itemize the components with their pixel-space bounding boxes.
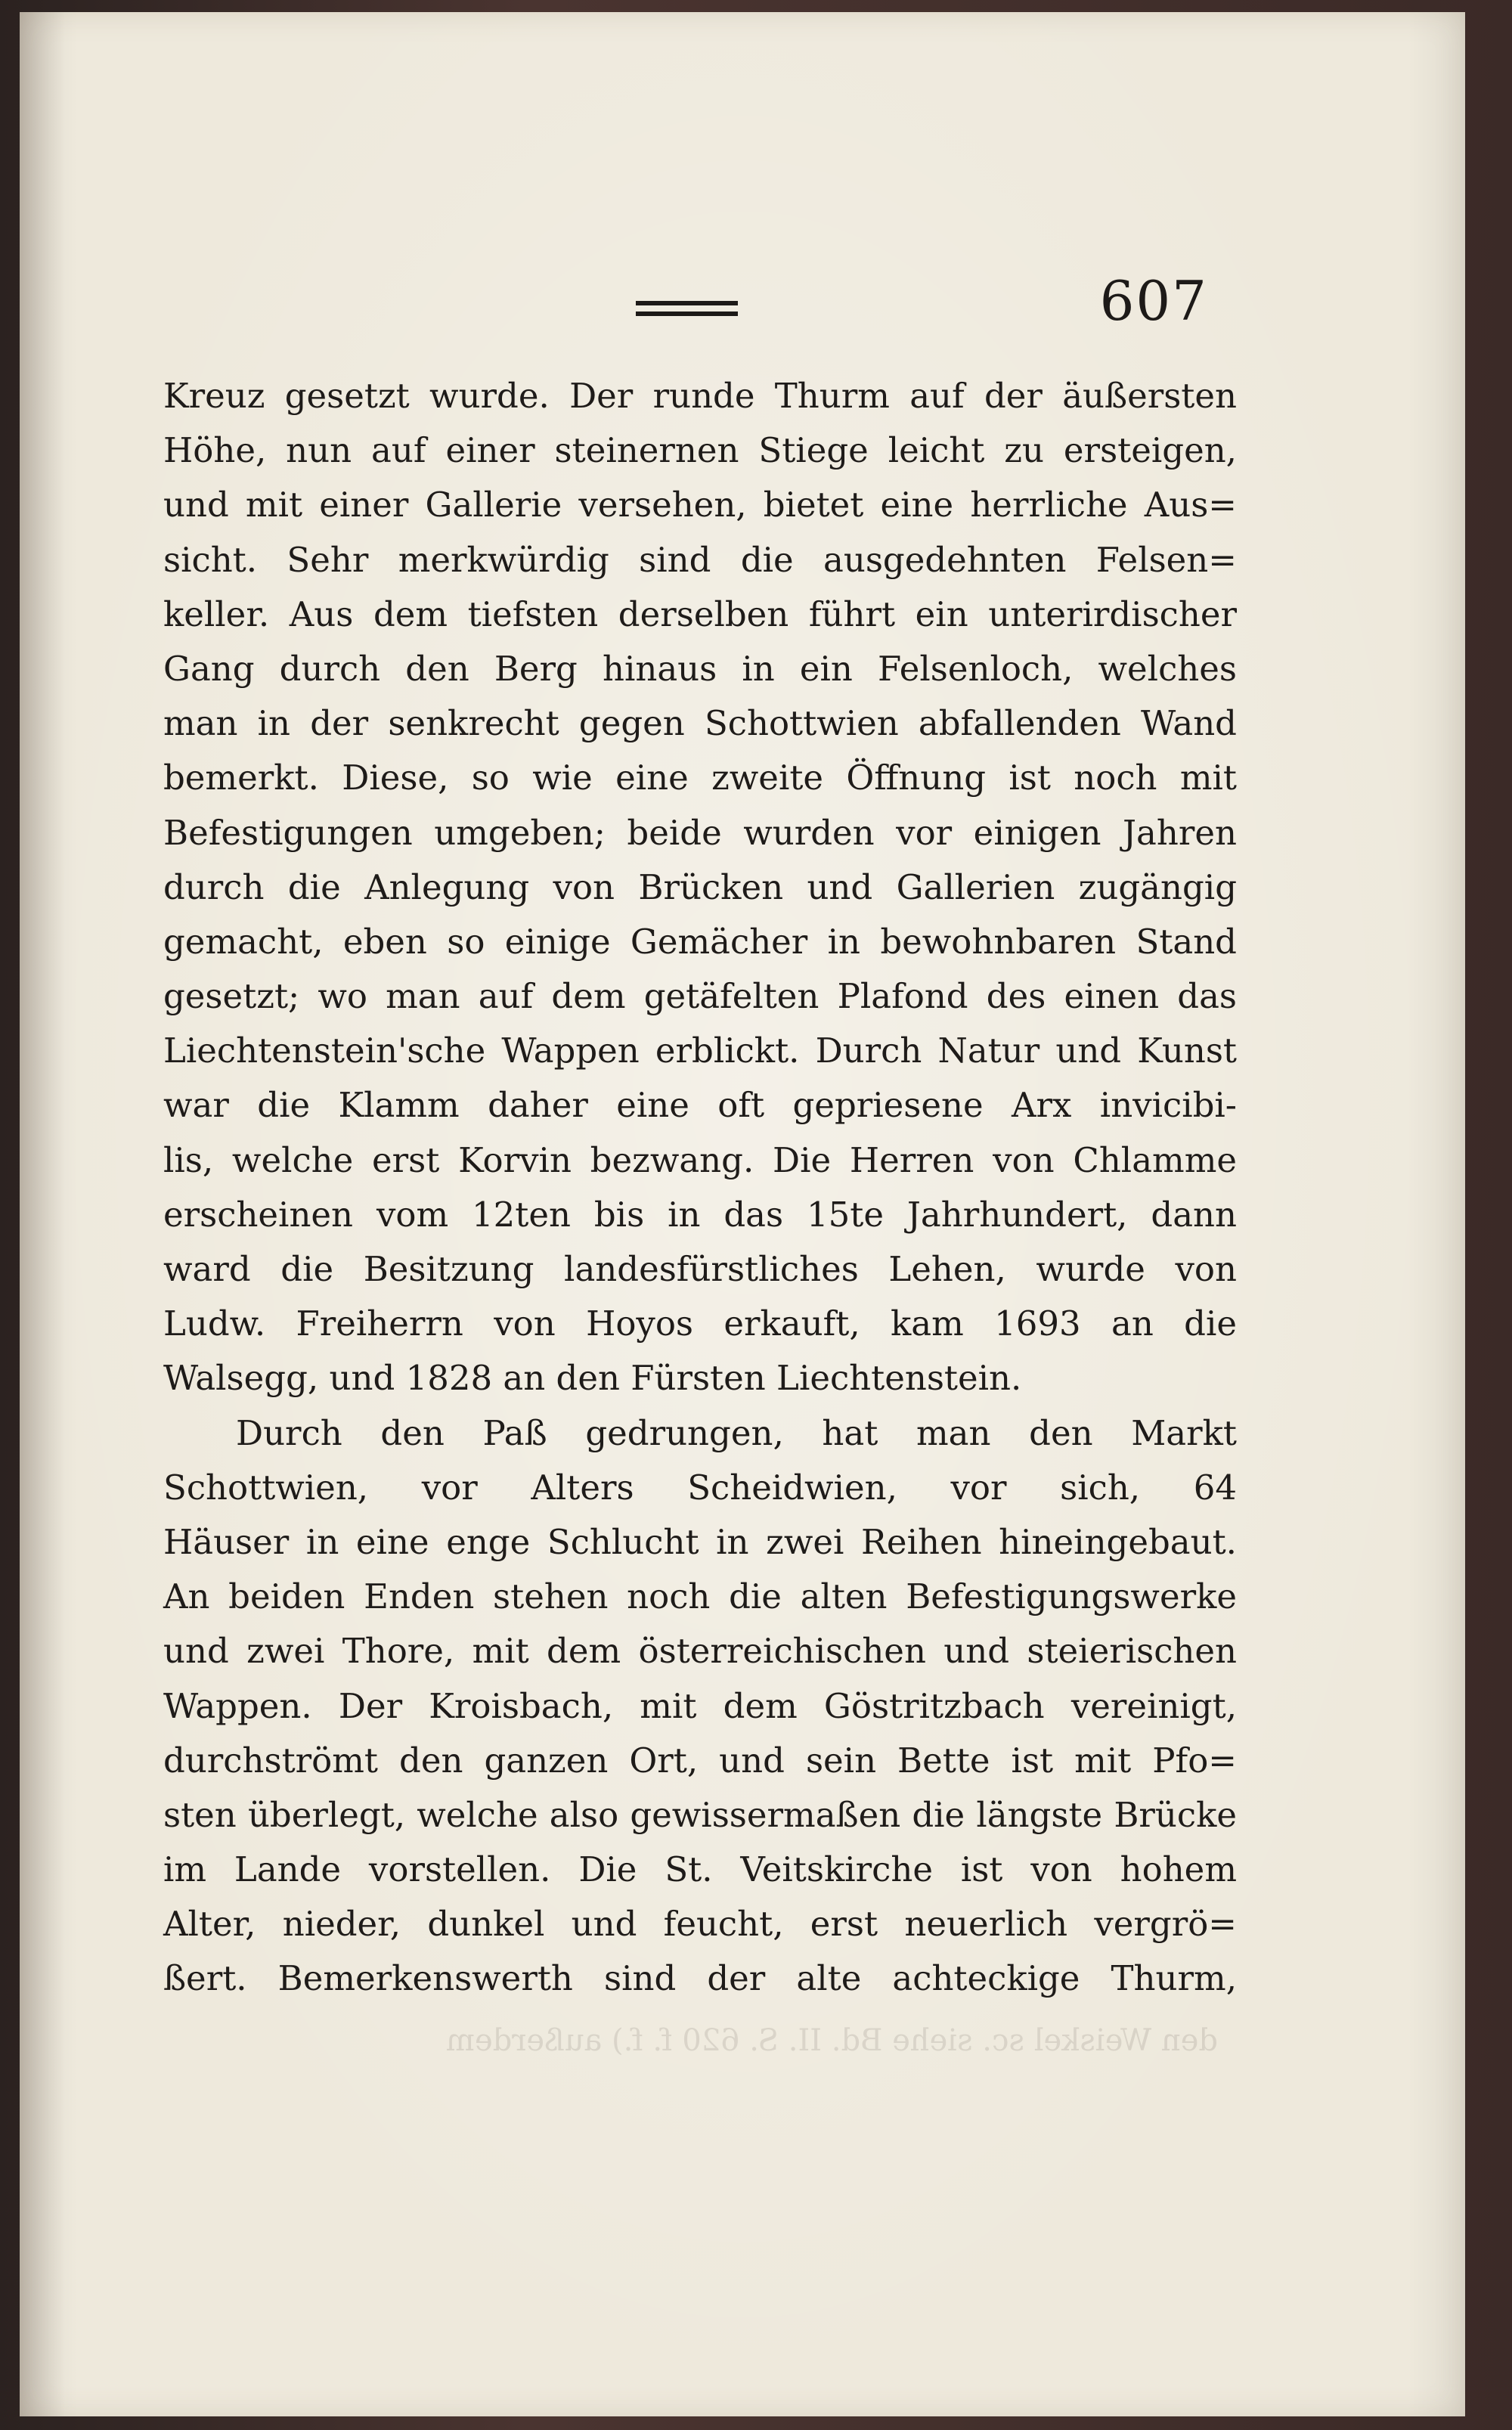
text-line: ßert. Bemerkenswerth sind der alte achteckige Thurm, xyxy=(163,1958,1237,1999)
paragraph-2 xyxy=(163,1406,1237,2007)
text-line: Kreuz gesetzt wurde. Der runde Thurm auf der äußersten xyxy=(163,376,1237,416)
page-header xyxy=(163,269,1208,352)
text-line: durch die Anlegung von Brücken und Gallerien zugängig xyxy=(163,866,1237,907)
text-line: Ludw. Freiherrn von Hoyos erkauft, kam 1693 an die xyxy=(163,1303,1237,1344)
text-line: Durch den Paß gedrungen, hat man den Markt xyxy=(236,1412,1237,1453)
text-line: Höhe, nun auf einer steinernen Stiege leicht zu ersteigen, xyxy=(163,430,1237,471)
text-line: sten überlegt, welche also gewissermaßen die längste Brücke xyxy=(163,1794,1237,1835)
paragraph-1 xyxy=(163,369,1237,1406)
text-line: Schottwien, vor Alters Scheidwien, vor sich, 64 xyxy=(163,1467,1237,1508)
bleed-through-text: den Weiskel sc. siehe Bd. II. S. 620 f. f.) außerdem xyxy=(446,2023,1218,2058)
text-line: war die Klamm daher eine oft gepriesene Arx invicibi- xyxy=(163,1085,1237,1126)
text-line: gemacht, eben so einige Gemächer in bewohnbaren Stand xyxy=(163,921,1237,962)
text-line: gesetzt; wo man auf dem getäfelten Plafond des einen das xyxy=(163,976,1237,1017)
text-line: man in der senkrecht gegen Schottwien abfallenden Wand xyxy=(163,703,1237,744)
text-line: ward die Besitzung landesfürstliches Lehen, wurde von xyxy=(163,1249,1237,1289)
text-line: sicht. Sehr merkwürdig sind die ausgedehnten Felsen= xyxy=(163,539,1237,580)
header-double-rule xyxy=(636,301,738,318)
text-line: Häuser in eine enge Schlucht in zwei Reihen hineingebaut. xyxy=(163,1521,1237,1562)
page-number: 607 xyxy=(1099,269,1208,333)
body-text xyxy=(163,369,1237,2007)
text-line: Wappen. Der Kroisbach, mit dem Göstritzbach vereinigt, xyxy=(163,1685,1237,1726)
text-line: Liechtenstein'sche Wappen erblickt. Durch Natur und Kunst xyxy=(163,1031,1237,1071)
text-line: im Lande vorstellen. Die St. Veitskirche ist von hohem xyxy=(163,1849,1237,1890)
text-line: Gang durch den Berg hinaus in ein Felsenloch, welches xyxy=(163,648,1237,689)
text-line: bemerkt. Diese, so wie eine zweite Öffnung ist noch mit xyxy=(163,758,1237,798)
text-line: erscheinen vom 12ten bis in das 15te Jahrhundert, dann xyxy=(163,1194,1237,1235)
gutter-shadow xyxy=(20,12,65,2416)
text-line: und zwei Thore, mit dem österreichischen und steierischen xyxy=(163,1631,1237,1672)
text-line: An beiden Enden stehen noch die alten Befestigungswerke xyxy=(163,1576,1237,1617)
text-line: durchströmt den ganzen Ort, und sein Bette ist mit Pfo= xyxy=(163,1740,1237,1781)
text-line: und mit einer Gallerie versehen, bietet eine herrliche Aus= xyxy=(163,485,1237,525)
text-line: lis, welche erst Korvin bezwang. Die Herren von Chlamme xyxy=(163,1139,1237,1180)
text-line: Befestigungen umgeben; beide wurden vor einigen Jahren xyxy=(163,812,1237,853)
text-line: keller. Aus dem tiefsten derselben führt ein unterirdischer xyxy=(163,594,1237,634)
book-page xyxy=(20,12,1465,2416)
text-line: Walsegg, und 1828 an den Fürsten Liechtenstein. xyxy=(163,1358,1022,1399)
text-line: Alter, nieder, dunkel und feucht, erst neuerlich vergrö= xyxy=(163,1904,1237,1945)
